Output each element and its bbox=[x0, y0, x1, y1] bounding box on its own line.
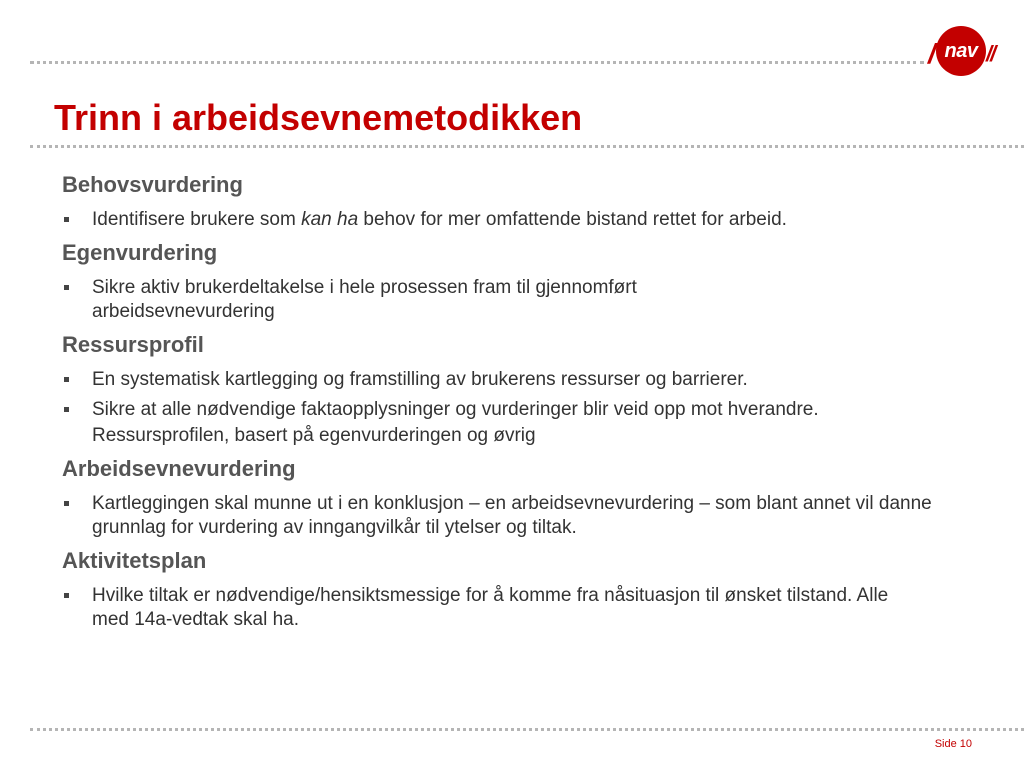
slide-number: Side 10 bbox=[934, 738, 972, 750]
square-bullet-icon bbox=[64, 593, 69, 598]
bullet-list bbox=[62, 276, 982, 324]
section-heading-aktivitetsplan: Aktivitetsplan bbox=[62, 548, 207, 573]
section-heading-arbeidsevnevurdering: Arbeidsevnevurdering bbox=[62, 456, 296, 481]
bullet-list bbox=[62, 368, 982, 448]
logo-slash-right: // bbox=[986, 41, 995, 66]
bullet-text-emphasis: kan ha bbox=[301, 209, 359, 230]
logo-slash-left: / bbox=[928, 38, 936, 69]
list-item bbox=[62, 276, 982, 324]
logo-circle bbox=[936, 26, 986, 76]
bullet-text-continued: Ressursprofilen, basert på egenvurderingen og øvrig bbox=[92, 425, 536, 446]
bullet-text-pre: Identifisere brukere som bbox=[92, 209, 302, 230]
list-item bbox=[62, 492, 982, 540]
square-bullet-icon bbox=[64, 501, 69, 506]
page-title: Trinn i arbeidsevnemetodikken bbox=[54, 97, 583, 138]
list-item bbox=[62, 368, 982, 392]
square-bullet-icon bbox=[64, 217, 69, 222]
bullet-list bbox=[62, 208, 982, 232]
square-bullet-icon bbox=[64, 407, 69, 412]
slide-content bbox=[62, 170, 982, 638]
bullet-list bbox=[62, 492, 982, 540]
bullet-text: Sikre at alle nødvendige faktaopplysninger og vurderinger blir veid opp mot hverandre. bbox=[92, 399, 819, 420]
nav-logo bbox=[926, 26, 1010, 78]
bullet-text: Hvilke tiltak er nødvendige/hensiktsmessige for å komme fra nåsituasjon til ønsket tilstand. Alle med 14a-vedtak skal ha. bbox=[92, 585, 889, 630]
logo-text: nav bbox=[944, 39, 978, 62]
square-bullet-icon bbox=[64, 377, 69, 382]
title-dotted-divider bbox=[30, 145, 1024, 148]
bullet-text-post: behov for mer omfattende bistand rettet for arbeid. bbox=[358, 209, 787, 230]
bullet-list bbox=[62, 584, 982, 632]
bullet-text: Sikre aktiv brukerdeltakelse i hele prosessen fram til gjennomført arbeidsevnevurdering bbox=[92, 277, 637, 322]
section-heading-ressursprofil: Ressursprofil bbox=[62, 332, 204, 357]
section-heading-egenvurdering: Egenvurdering bbox=[62, 240, 218, 265]
bottom-dotted-divider bbox=[30, 728, 1024, 731]
bullet-text: En systematisk kartlegging og framstilling av brukerens ressurser og barrierer. bbox=[92, 369, 748, 390]
list-item bbox=[62, 208, 982, 232]
top-dotted-divider bbox=[30, 61, 924, 64]
section-heading-behovsvurdering: Behovsvurdering bbox=[62, 172, 243, 197]
list-item bbox=[62, 398, 982, 448]
bullet-text: Kartleggingen skal munne ut i en konklusjon – en arbeidsevnevurdering – som blant annet vil danne grunnlag for vurdering av inngangvilkår til ytelser og tiltak. bbox=[92, 493, 932, 538]
list-item bbox=[62, 584, 982, 632]
square-bullet-icon bbox=[64, 285, 69, 290]
